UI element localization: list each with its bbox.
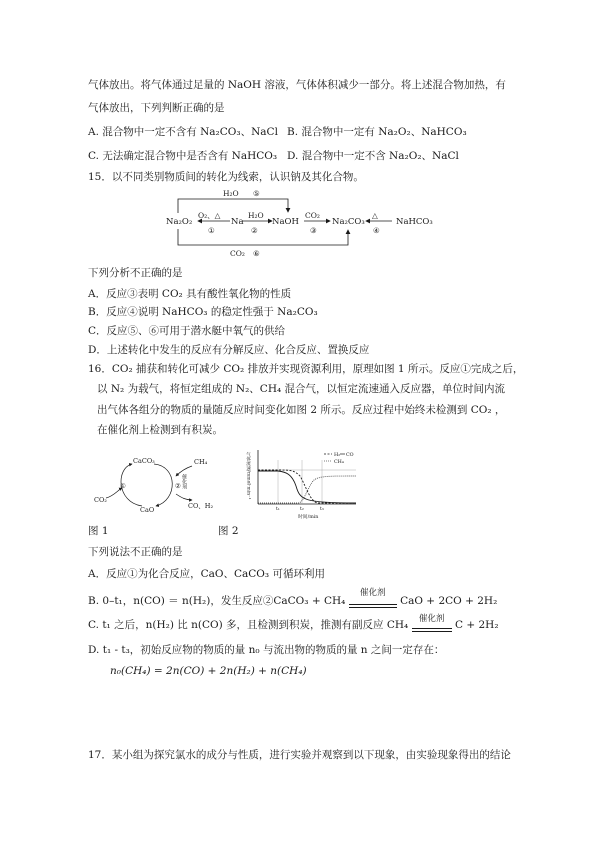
legend-h2: H₂: [334, 453, 341, 458]
tick-t2: t₂: [300, 507, 304, 512]
products-label: CO、H₂: [188, 502, 214, 510]
q16-line-3: 出气体各组分的物质的量随反应时间变化如图 2 所示。反应过程中始终未检测到 CO₂ ，: [97, 404, 506, 416]
series-h2: [258, 470, 356, 503]
x-axis-label: 时间/min: [298, 515, 319, 520]
tick-t1: t₁: [276, 507, 280, 512]
reaction1-label: O₂、△: [198, 211, 221, 220]
q16-option-c-lhs: C. t₁ 之后，n(H₂) 比 n(CO) 多，且检测到积炭，推测有副反应 CH₄: [88, 619, 409, 631]
nahco3-label: NaHCO₃: [396, 217, 433, 227]
catalyst-arrow-b: [349, 588, 397, 608]
q16-option-b: [88, 588, 498, 608]
caco3-label: CaCO₃: [133, 457, 155, 465]
q15-ask: 下列分析不正确的是: [88, 267, 183, 279]
reaction5-path: [178, 199, 288, 213]
figure-2-chart: [238, 446, 366, 526]
co2-label: CO₂: [94, 496, 107, 504]
q16-line-1: 16．CO₂ 捕获和转化可减少 CO₂ 排放并实现资源利用，原理如图 1 所示。反应①完成之后，: [88, 363, 524, 375]
q15-option-b: B．反应④说明 NaHCO₃ 的稳定性强于 Na₂CO₃: [88, 306, 318, 318]
reaction2-label: H₂O: [248, 211, 264, 220]
cycle-arc-right: [154, 464, 172, 506]
q16-ask: 下列说法不正确的是: [88, 546, 183, 558]
na2co3-label: Na₂CO₃: [332, 217, 365, 227]
reaction3-number: ③: [310, 226, 317, 235]
products-out-arrow: [176, 494, 192, 500]
intro-line-1: 气体放出。将气体通过足量的 NaOH 溶液，气体体积减少一部分。将上述混合物加热，有: [88, 79, 506, 91]
q14-option-a: A. 混合物中一定不含有 Na₂CO₃、NaCl: [88, 126, 278, 138]
q16-option-c: [88, 614, 499, 632]
reaction6-label: CO₂: [230, 249, 245, 258]
reaction3-label: CO₂: [305, 211, 320, 220]
reaction2-marker: ②: [175, 482, 181, 490]
y-axis-label: 气体流速/mmol·min⁻¹: [245, 452, 251, 500]
naoh-label: NaOH: [272, 217, 299, 227]
legend-co: CO: [346, 453, 354, 458]
na2o2-label: Na₂O₂: [166, 217, 193, 227]
q16-option-c-rhs: C + 2H₂: [454, 619, 499, 631]
q15-option-d: D．上述转化中发生的反应有分解反应、化合反应、置换反应: [88, 344, 370, 356]
q15-stem: 15．以不同类别物质间的转化为线索，认识钠及其化合物。: [88, 171, 364, 183]
q15-option-a: A．反应③表明 CO₂ 具有酸性氧化物的性质: [88, 288, 292, 300]
q14-option-d: D. 混合物中一定不含 Na₂O₂、NaCl: [287, 150, 459, 162]
q14-option-c: C. 无法确定混合物中是否含有 NaHCO₃: [88, 150, 278, 162]
q16-option-b-lhs: B. 0–t₁，n(CO) ＝ n(H₂)，发生反应②CaCO₃ + CH₄: [88, 595, 346, 607]
q16-equation: n₀(CH₄) = 2n(CO) + 2n(H₂) + n(CH₄): [110, 665, 307, 677]
q16-option-d: D. t₁ - t₃，初始反应物的物质的量 n₀ 与流出物的物质的量 n 之间一定存在：: [88, 644, 445, 656]
catalyst-label-b: 催化剂: [359, 588, 386, 598]
catalyst-arrow-c: [412, 614, 452, 632]
figure-1-caption: 图 1: [88, 525, 109, 537]
intro-line-2: 气体放出，下列判断正确的是: [88, 102, 225, 114]
q15-option-c: C．反应⑤、⑥可用于潜水艇中氧气的供给: [88, 325, 286, 337]
q16-line-2: 以 N₂ 为载气，将恒定组成的 N₂、CH₄ 混合气，以恒定流速通入反应器，单位时间内流: [97, 383, 506, 395]
reaction5-number: ⑤: [253, 189, 260, 198]
reaction1-number: ①: [208, 226, 215, 235]
q17-line-1: 17．某小组为探究氯水的成分与性质，进行实验并观察到以下现象，由实验现象得出的结论: [88, 749, 511, 761]
reaction4-label: △: [372, 211, 378, 220]
reaction5-label: H₂O: [223, 189, 239, 198]
q16-option-a: A．反应①为化合反应，CaO、CaCO₃ 可循环利用: [88, 568, 325, 580]
catalyst-label-c: 催化剂: [418, 614, 445, 624]
tick-t3: t₃: [320, 507, 324, 512]
reaction1-marker: ①: [120, 482, 126, 490]
legend-ch4: CH₄: [334, 460, 344, 465]
q16-line-4: 在催化剂上检测到有积炭。: [97, 424, 223, 436]
reaction2-number: ②: [251, 226, 258, 235]
cao-label: CaO: [140, 506, 155, 514]
q16-option-b-rhs: CaO + 2CO + 2H₂: [400, 595, 498, 607]
na-label: Na: [231, 217, 244, 227]
q14-option-b: B. 混合物中一定有 Na₂O₂、NaHCO₃: [287, 126, 467, 138]
figure-2-caption: 图 2: [218, 525, 239, 537]
catalyst-label: 催化剂: [181, 474, 187, 489]
ch4-label: CH₄: [194, 458, 208, 466]
q15-conversion-diagram: [160, 186, 440, 262]
reaction6-path: [178, 229, 348, 245]
reaction6-number: ⑥: [253, 249, 260, 258]
figure-1-cycle: [92, 450, 222, 522]
reaction4-number: ④: [373, 226, 380, 235]
